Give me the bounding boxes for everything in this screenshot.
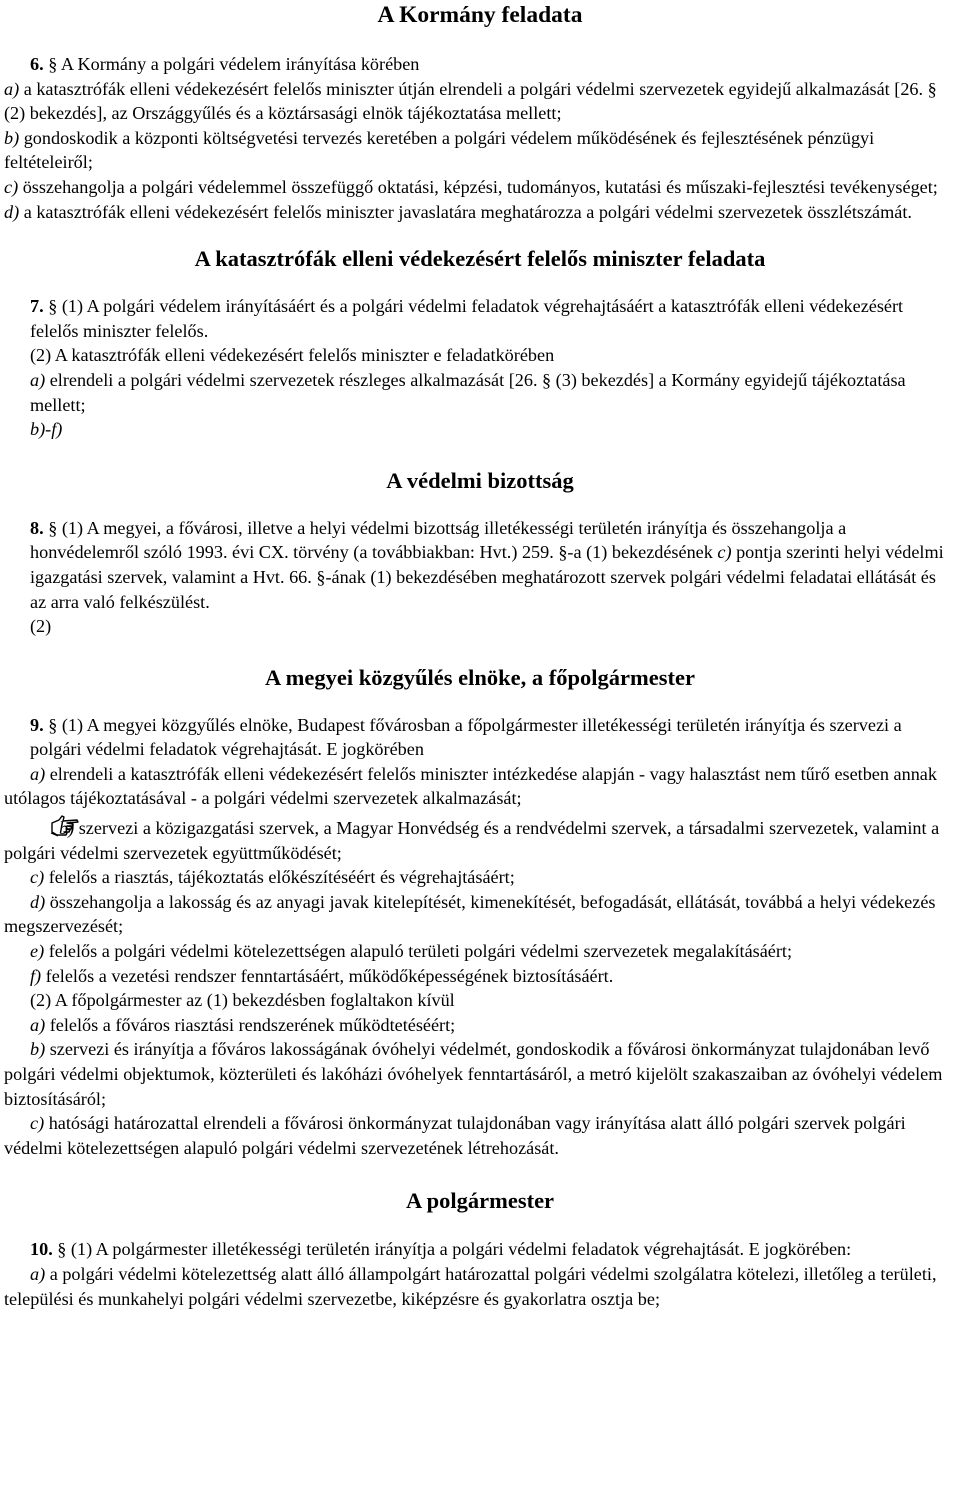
paragraph-text: (2) A főpolgármester az (1) bekezdésben foglaltakon kívül [30, 990, 455, 1011]
item-text: gondoskodik a központi költségvetési tervezés keretében a polgári védelem működésének és fejlesztésének pénzügyi feltételeiről; [4, 127, 875, 173]
item-text: felelős a polgári védelmi kötelezettségen alapuló területi polgári védelmi szervezetek megalakításáért; [48, 941, 793, 962]
item-text: összehangolja a polgári védelemmel összefüggő oktatási, képzési, tudományos, kutatási és műszaki-fejlesztési tevékenységet; [22, 176, 938, 197]
section-number: 7. [30, 296, 44, 317]
item-label: d) [30, 891, 46, 912]
paragraph-text: (1) A polgári védelem irányításáért és a polgári védelmi feladatok végrehajtásáért a katasztrófák elleni védekezésért felelős miniszter felelős. [30, 296, 904, 341]
pointing-hand-icon [23, 815, 59, 837]
item-label: d) [4, 201, 20, 222]
paragraph-text: (1) A megyei, a fővárosi, illetve a helyi védelmi bizottság illetékességi területén irányítja és összehangolja a honvédelemről szóló 1993. évi CX. törvény (a továbbiakban: Hvt.) 259. §-a (1) bekezdésének [30, 517, 847, 563]
heading-bizottsag: A védelmi bizottság [386, 467, 574, 493]
section-number: 8. [30, 517, 44, 538]
item-label: a) [30, 763, 46, 784]
paragraph-sign: § [48, 296, 58, 317]
section-intro: A Kormány a polgári védelem irányítása körében [60, 54, 420, 74]
section-8 [4, 516, 956, 639]
item-label: f) [30, 965, 42, 986]
item-label: b) [4, 127, 20, 148]
paragraph-text: (2) A katasztrófák elleni védekezésért felelős miniszter e feladatkörében [30, 345, 555, 366]
item-text: a polgári védelmi kötelezettség alatt álló állampolgárt határozattal polgári védelmi szolgálatra kötelezi, illetőleg a területi, települési és munkahelyi polgári védelmi szervezetbe, kiképzésre és gyakorlatra osztja be; [4, 1263, 937, 1309]
item-text: a katasztrófák elleni védekezésért felelős miniszter útján elrendeli a polgári védelmi szervezetek egyidejű alkalmazását [26. § (2) bekezdés], az Országgyűlés és a köztársasági elnök tájékoztatása mellett; [4, 78, 937, 124]
section-9 [4, 713, 956, 1161]
paragraph-text: (1) A polgármester illetékességi területén irányítja a polgári védelmi feladatok végrehajtását. E jogkörében: [70, 1239, 852, 1260]
section-number: 9. [30, 714, 44, 735]
item-label: c) [4, 176, 19, 197]
item-label: a) [4, 78, 20, 99]
paragraph-text: pontja szerinti helyi védelmi igazgatási szervek, valamint a Hvt. 66. §-ának (1) bekezdésében meghatározott szervek polgári védelmi feladatai ellátását és az arra való felkészülést. [30, 542, 944, 612]
paragraph-text: (2) [30, 616, 52, 637]
item-text: összehangolja a lakosság és az anyagi javak kitelepítését, kimenekítését, befogadását, ellátását, továbbá a helyi védekezés megszervezését; [4, 891, 936, 937]
item-text: szervezi a közigazgatási szervek, a Magyar Honvédség és a rendvédelmi szervek, a társadalmi szervezetek, valamint a polgári védelmi szervezetek együttműködését; [4, 818, 940, 863]
item-label: a) [30, 1014, 46, 1035]
section-6 [4, 52, 956, 224]
heading-polgarmester: A polgármester [405, 1188, 555, 1214]
item-label: b)-f) [30, 419, 63, 440]
item-label: e) [30, 941, 45, 962]
paragraph-sign: § [48, 714, 58, 735]
section-number: 10. [30, 1239, 53, 1260]
heading-kozgyules: A megyei közgyűlés elnöke, a főpolgármester [265, 664, 695, 690]
item-label: a) [30, 369, 46, 390]
page-title: A Kormány feladata [377, 2, 583, 28]
item-label: b) [30, 1039, 46, 1060]
paragraph-sign: § [48, 517, 58, 538]
section-number: 6. [30, 54, 44, 74]
paragraph-sign: § [57, 1239, 67, 1260]
item-label: c) [717, 542, 732, 563]
item-label: b) [59, 818, 75, 839]
paragraph-sign: § [48, 54, 58, 74]
item-text: elrendeli a polgári védelmi szervezetek részleges alkalmazását [26. § (3) bekezdés] a Kormány egyidejű tájékoztatása mellett; [30, 369, 906, 415]
item-text: felelős a főváros riasztási rendszerének működtetéséért; [49, 1014, 456, 1035]
item-text: szervezi és irányítja a főváros lakosságának óvóhelyi védelmét, gondoskodik a fővárosi önkormányzat tulajdonában levő polgári védelmi objektumok, közterületi és lakóházi óvóhelyek fenntartásáról, a metró kijelölt szakaszaiban az óvóhelyi védelem biztosításáról; [4, 1039, 943, 1109]
section-7 [4, 294, 956, 442]
heading-miniszter: A katasztrófák elleni védekezésért felelős miniszter feladata [194, 246, 766, 272]
paragraph-text: (1) A megyei közgyűlés elnöke, Budapest fővárosban a főpolgármester illetékességi területén irányítja és szervezi a polgári védelmi feladatok végrehajtását. E jogkörében [30, 714, 902, 760]
item-text: hatósági határozattal elrendeli a fővárosi önkormányzat tulajdonában vagy irányítása alatt álló polgári szervek polgári védelmi kötelezettségen alapuló polgári védelmi szervezetének létrehozását. [4, 1113, 906, 1158]
item-text: felelős a vezetési rendszer fenntartásáért, működőképességének biztosításáért. [45, 965, 614, 986]
item-text: felelős a riasztás, tájékoztatás előkészítéséért és végrehajtásáért; [48, 867, 515, 888]
item-label: c) [30, 867, 45, 888]
item-text: a katasztrófák elleni védekezésért felelős miniszter javaslatára meghatározza a polgári védelmi szervezetek összlétszámát. [23, 201, 912, 222]
item-text: elrendeli a katasztrófák elleni védekezésért felelős miniszter intézkedése alapján - vagy halasztást nem tűrő esetben annak utólagos tájékoztatásával - a polgári védelmi szervezetek alkalmazását; [4, 763, 937, 809]
section-10 [4, 1237, 956, 1311]
item-label: a) [30, 1263, 46, 1284]
item-label: c) [30, 1113, 45, 1134]
